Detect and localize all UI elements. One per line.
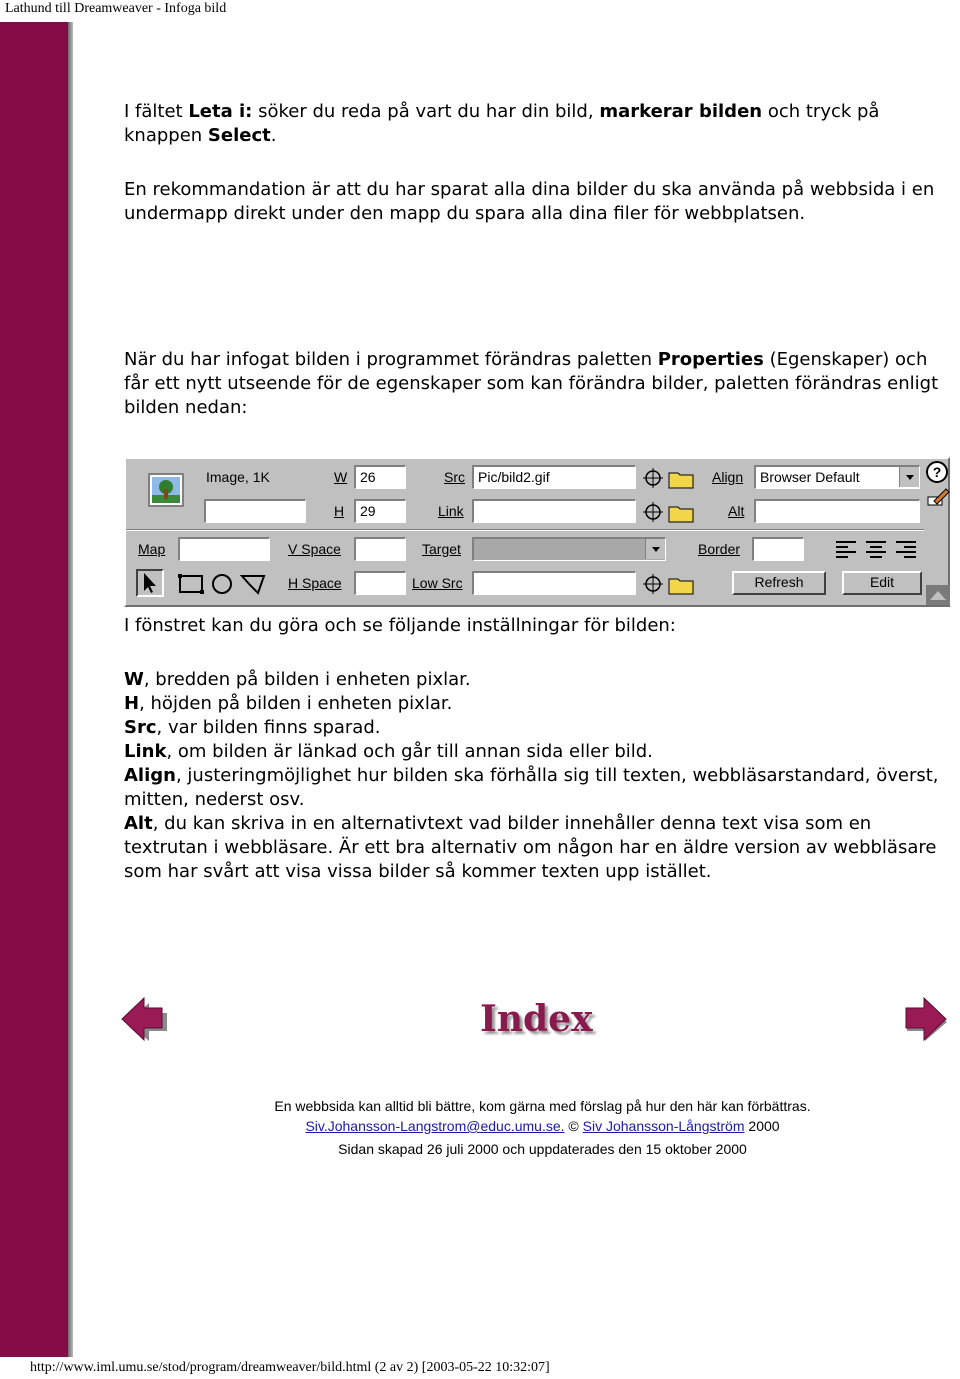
print-header xyxy=(0,0,960,20)
print-footer-url: http://www.iml.umu.se/stod/program/dreamweaver/bild.html (2 av 2) [2003-05-22 10:32:07] xyxy=(30,1360,550,1375)
properties-palette xyxy=(124,457,950,607)
window-title: Lathund till Dreamweaver - Infoga bild xyxy=(5,1,227,16)
chevron-down-icon xyxy=(899,467,919,487)
align-right-icon[interactable] xyxy=(894,539,918,562)
image-name-field[interactable] xyxy=(204,499,306,523)
map-label: Map xyxy=(138,541,166,557)
align-left-icon[interactable] xyxy=(834,539,858,562)
right-arrow-icon xyxy=(900,996,950,1042)
w-label: W xyxy=(334,469,348,485)
alt-field[interactable] xyxy=(754,499,920,523)
circle-hotspot-icon[interactable] xyxy=(210,573,234,598)
next-page-link[interactable] xyxy=(900,996,950,1046)
list-item: Link, om bilden är länkad och går till annan sida eller bild. xyxy=(124,741,653,762)
lowsrc-field[interactable] xyxy=(472,571,636,595)
footer-feedback-text: En webbsida kan alltid bli bättre, kom gärna med förslag på hur den här kan förbättras. xyxy=(274,1098,811,1114)
align-label: Align xyxy=(712,469,744,485)
image-size-label: Image, 1K xyxy=(206,469,270,485)
list-item: Src, var bilden finns sparad. xyxy=(124,717,381,738)
footer-contact xyxy=(0,1118,960,1134)
folder-icon[interactable] xyxy=(668,469,694,492)
folder-icon[interactable] xyxy=(668,575,694,598)
left-arrow-icon xyxy=(118,996,168,1042)
vspace-label: V Space xyxy=(288,541,341,557)
list-item: H, höjden på bilden i enheten pixlar. xyxy=(124,693,453,714)
list-item: Align, justeringmöjlighet hur bilden ska förhålla sig till texten, webbläsarstandard, överst, mitten, nederst osv. xyxy=(124,765,939,810)
edit-button[interactable]: Edit xyxy=(842,571,922,595)
width-field[interactable]: 26 xyxy=(354,465,406,489)
edit-pencil-icon[interactable] xyxy=(926,487,950,510)
collapse-arrow-icon[interactable] xyxy=(926,585,950,605)
settings-list xyxy=(124,668,954,884)
map-field[interactable] xyxy=(178,537,270,561)
image-thumbnail-icon xyxy=(148,473,184,507)
link-field[interactable] xyxy=(472,499,636,523)
index-link[interactable]: Index xyxy=(480,998,593,1040)
vspace-field[interactable] xyxy=(354,537,406,561)
palette-divider xyxy=(126,529,924,531)
align-select[interactable]: Browser Default xyxy=(754,465,920,489)
folder-icon[interactable] xyxy=(668,503,694,526)
src-label: Src xyxy=(444,469,465,485)
point-to-file-icon[interactable] xyxy=(642,467,664,492)
footer-year: 2000 xyxy=(748,1118,780,1134)
link-label: Link xyxy=(438,503,464,519)
hspace-field[interactable] xyxy=(354,571,406,595)
lowsrc-label: Low Src xyxy=(412,575,463,591)
target-label: Target xyxy=(422,541,461,557)
hspace-label: H Space xyxy=(288,575,342,591)
border-label: Border xyxy=(698,541,741,557)
point-to-file-icon[interactable] xyxy=(642,573,664,598)
h-label: H xyxy=(334,503,345,519)
paragraph-properties: När du har infogat bilden i programmet förändras paletten Properties (Egenskaper) och får ett nytt utseende för de egenskaper som kan förändra bilder, paletten förändras enligt bilden nedan: xyxy=(124,349,939,418)
src-field[interactable]: Pic/bild2.gif xyxy=(472,465,636,489)
rectangle-hotspot-icon[interactable] xyxy=(178,573,204,598)
previous-page-link[interactable] xyxy=(118,996,168,1046)
footer-dates: Sidan skapad 26 juli 2000 och uppdaterades den 15 oktober 2000 xyxy=(338,1141,747,1157)
paragraph-settings-intro: I fönstret kan du göra och se följande inställningar för bilden: xyxy=(124,615,676,636)
copyright-symbol: © xyxy=(568,1118,579,1134)
paragraph-select: I fältet Leta i: söker du reda på vart du har din bild, markerar bilden och tryck på knappen Select. xyxy=(124,101,880,146)
author-link[interactable]: Siv Johansson-Långström xyxy=(582,1118,745,1134)
help-icon[interactable]: ? xyxy=(926,461,948,483)
height-field[interactable]: 29 xyxy=(354,499,406,523)
refresh-button[interactable]: Refresh xyxy=(732,571,826,595)
email-link[interactable]: Siv.Johansson-Langstrom@educ.umu.se. xyxy=(305,1118,565,1134)
paragraph-recommendation: En rekommandation är att du har sparat alla dina bilder du ska använda på webbsida i en undermapp direkt under den mapp du spara alla dina filer för webbplatsen. xyxy=(124,179,935,224)
align-center-icon[interactable] xyxy=(864,539,888,562)
point-to-file-icon[interactable] xyxy=(642,501,664,526)
polygon-hotspot-icon[interactable] xyxy=(240,573,266,598)
pointer-tool-icon[interactable] xyxy=(136,569,164,597)
list-item: Alt, du kan skriva in en alternativtext vad bilder innehåller denna text visa som en textrutan i webbläsare. Är ett bra alternativ om någon har en äldre version av webbläsare som har svårt att visa vissa bilder så kommer texten upp istället. xyxy=(124,813,937,882)
target-select[interactable] xyxy=(472,537,666,561)
alt-label: Alt xyxy=(728,503,745,519)
border-field[interactable] xyxy=(752,537,804,561)
list-item: W, bredden på bilden i enheten pixlar. xyxy=(124,669,471,690)
chevron-down-icon xyxy=(645,539,665,559)
